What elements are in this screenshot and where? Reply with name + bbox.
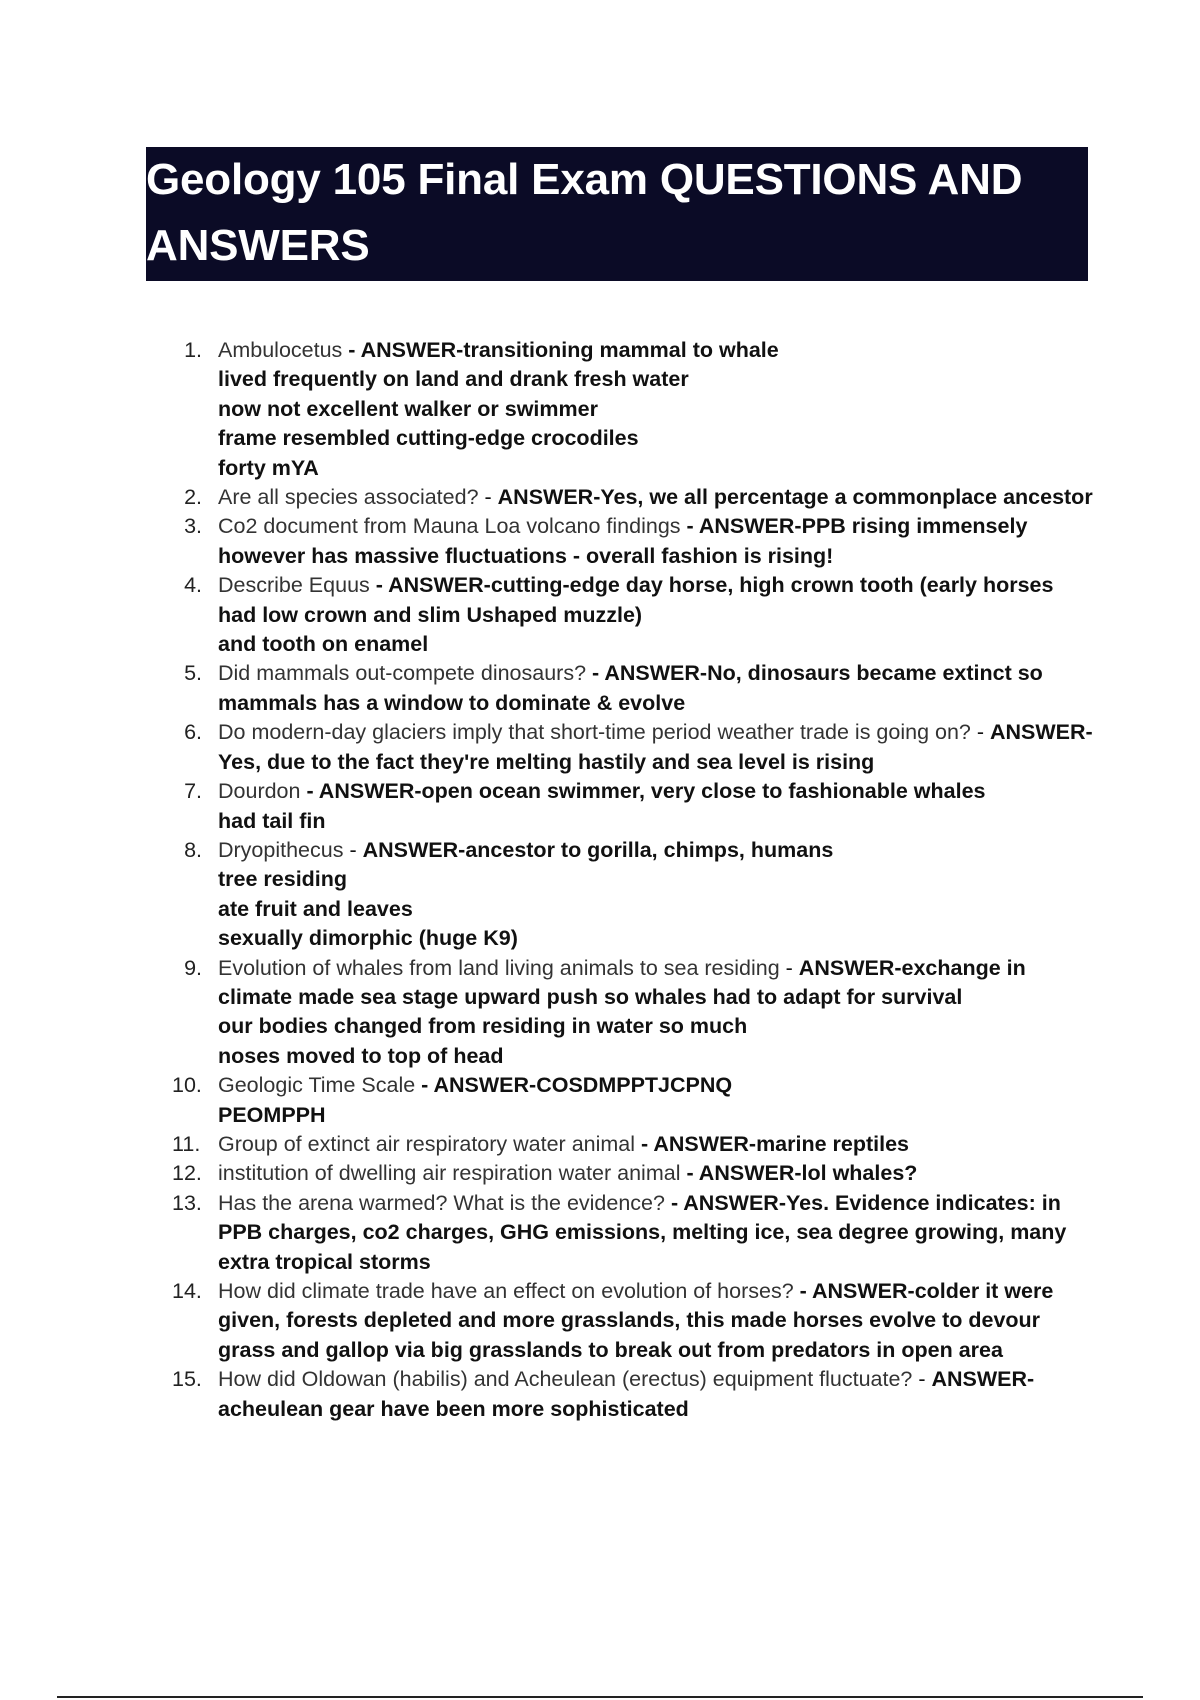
- item-number: 11.: [172, 1131, 201, 1156]
- qa-item: [176, 571, 1096, 659]
- separator: -: [635, 1131, 654, 1156]
- separator: -: [478, 485, 498, 510]
- separator: -: [680, 1161, 699, 1186]
- answer-line: now not excellent walker or swimmer: [218, 396, 598, 421]
- answer-text: PPB rising immensely however has massive fluctuations - overall fashion is rising!: [218, 514, 1028, 568]
- item-number: 6.: [184, 720, 202, 745]
- separator: -: [779, 955, 799, 980]
- qa-item: [172, 1277, 1096, 1365]
- item-number: 13.: [172, 1190, 202, 1215]
- answer-label: ANSWER-: [698, 1161, 802, 1186]
- item-number: 1.: [184, 338, 202, 362]
- answer-line: noses moved to top of head: [218, 1043, 504, 1068]
- answer-line: our bodies changed from residing in water so much: [218, 1014, 748, 1039]
- separator: -: [300, 779, 319, 804]
- separator: -: [664, 1190, 684, 1215]
- question-text: Do modern-day glaciers imply that short-time period weather trade is going on?: [218, 720, 971, 745]
- qa-item: [172, 1189, 1096, 1277]
- answer-line: sexually dimorphic (huge K9): [218, 926, 518, 951]
- question-text: institution of dwelling air respiration water animal: [218, 1161, 681, 1186]
- question-text: Dryopithecus: [218, 837, 344, 862]
- answer-label: ANSWER-: [318, 779, 422, 804]
- answer-label: ANSWER-: [433, 1073, 537, 1098]
- answer-text: lol whales?: [801, 1161, 918, 1186]
- answer-label: ANSWER-: [989, 720, 1093, 745]
- separator: -: [586, 661, 605, 686]
- item-number: 2.: [184, 485, 202, 510]
- answer-text: cutting-edge day horse, high crown tooth (early horses had low crown and slim Ushaped muzzle): [218, 573, 1054, 627]
- separator: -: [415, 1073, 434, 1098]
- answer-label: ANSWER-: [388, 573, 491, 598]
- item-number: 5.: [184, 661, 202, 686]
- question-text: Has the arena warmed? What is the evidence?: [218, 1190, 665, 1215]
- answer-label: ANSWER-: [497, 485, 601, 510]
- qa-item: [176, 836, 1096, 954]
- answer-label: ANSWER-: [683, 1190, 786, 1215]
- separator: -: [343, 837, 363, 862]
- answer-label: ANSWER-: [604, 661, 708, 686]
- answer-text: transitioning mammal to whale: [463, 338, 779, 362]
- qa-list: [172, 336, 1096, 1424]
- qa-item: [176, 483, 1096, 512]
- qa-item: [172, 1159, 1096, 1188]
- qa-item: [176, 718, 1096, 777]
- question-text: How did Oldowan (habilis) and Acheulean (erectus) equipment fluctuate?: [218, 1367, 913, 1392]
- item-number: 3.: [184, 514, 202, 539]
- item-number: 4.: [184, 573, 202, 598]
- answer-label: ANSWER-: [811, 1279, 915, 1303]
- answer-line: forty mYA: [218, 455, 319, 480]
- answer-text: marine reptiles: [756, 1131, 910, 1156]
- item-number: 9.: [184, 955, 202, 980]
- separator: -: [680, 514, 699, 539]
- answer-label: ANSWER-: [698, 514, 802, 539]
- question-text: Group of extinct air respiratory water animal: [218, 1131, 636, 1156]
- question-text: Are all species associated?: [218, 485, 479, 510]
- answer-label: ANSWER-: [798, 955, 902, 980]
- answer-line: frame resembled cutting-edge crocodiles: [218, 426, 639, 451]
- separator: -: [970, 720, 990, 745]
- answer-line: lived frequently on land and drank fresh water: [218, 367, 689, 392]
- qa-item: [172, 1365, 1096, 1424]
- separator: -: [793, 1279, 812, 1303]
- answer-text: Yes, we all percentage a commonplace ancestor: [600, 485, 1093, 510]
- answer-line: PEOMPPH: [218, 1102, 326, 1127]
- answer-text: acheulean gear have been more sophisticated: [218, 1396, 689, 1421]
- question-text: Describe Equus: [218, 573, 370, 598]
- page-title: Geology 105 Final Exam QUESTIONS AND ANSWERS: [146, 155, 1023, 270]
- item-number: 8.: [184, 837, 202, 862]
- qa-item: [176, 777, 1096, 836]
- answer-text: No, dinosaurs became extinct so mammals has a window to dominate & evolve: [218, 661, 1043, 715]
- answer-text: open ocean swimmer, very close to fashionable whales: [421, 779, 986, 804]
- answer-label: ANSWER-: [931, 1367, 1035, 1392]
- answer-text: colder it were given, forests depleted and more grasslands, this made horses evolve to devour grass and gallop via big grasslands to break out from predators in open area: [218, 1279, 1054, 1362]
- answer-label: ANSWER-: [362, 837, 466, 862]
- question-text: Geologic Time Scale: [218, 1073, 416, 1098]
- answer-text: Yes, due to the fact they're melting hastily and sea level is rising: [218, 749, 875, 774]
- separator: -: [912, 1367, 932, 1392]
- item-number: 10.: [172, 1073, 202, 1098]
- item-number: 14.: [172, 1279, 202, 1303]
- question-text: How did climate trade have an effect on evolution of horses?: [218, 1279, 794, 1303]
- question-text: Evolution of whales from land living animals to sea residing: [218, 955, 780, 980]
- question-text: Dourdon: [218, 779, 301, 804]
- answer-line: had tail fin: [218, 808, 326, 833]
- answer-text: exchange in climate made sea stage upward push so whales had to adapt for survival: [218, 955, 1026, 1009]
- answer-text: Yes. Evidence indicates: in PPB charges, co2 charges, GHG emissions, melting ice, sea degree growing, many extra tropical storms: [218, 1190, 1067, 1274]
- question-text: Co2 document from Mauna Loa volcano findings: [218, 514, 681, 539]
- separator: -: [369, 573, 389, 598]
- question-text: Did mammals out-compete dinosaurs?: [218, 661, 587, 686]
- footer-divider: [57, 1696, 1143, 1698]
- qa-item: [176, 512, 1096, 571]
- title-banner: [146, 147, 1088, 281]
- qa-item: [176, 659, 1096, 718]
- answer-line: and tooth on enamel: [218, 632, 429, 657]
- qa-item: [172, 1071, 1096, 1130]
- qa-item: [176, 336, 1096, 483]
- item-number: 12.: [172, 1161, 202, 1186]
- answer-text: COSDMPPTJCPNQ: [536, 1073, 733, 1098]
- answer-line: ate fruit and leaves: [218, 896, 413, 921]
- item-number: 15.: [172, 1367, 202, 1392]
- item-number: 7.: [184, 779, 202, 804]
- qa-item: [172, 1130, 1096, 1159]
- answer-label: ANSWER-: [653, 1131, 757, 1156]
- separator: -: [342, 338, 361, 362]
- qa-item: [176, 954, 1096, 1072]
- answer-text: ancestor to gorilla, chimps, humans: [465, 837, 834, 862]
- question-text: Ambulocetus: [218, 338, 343, 362]
- answer-label: ANSWER-: [360, 338, 464, 362]
- answer-line: tree residing: [218, 867, 348, 892]
